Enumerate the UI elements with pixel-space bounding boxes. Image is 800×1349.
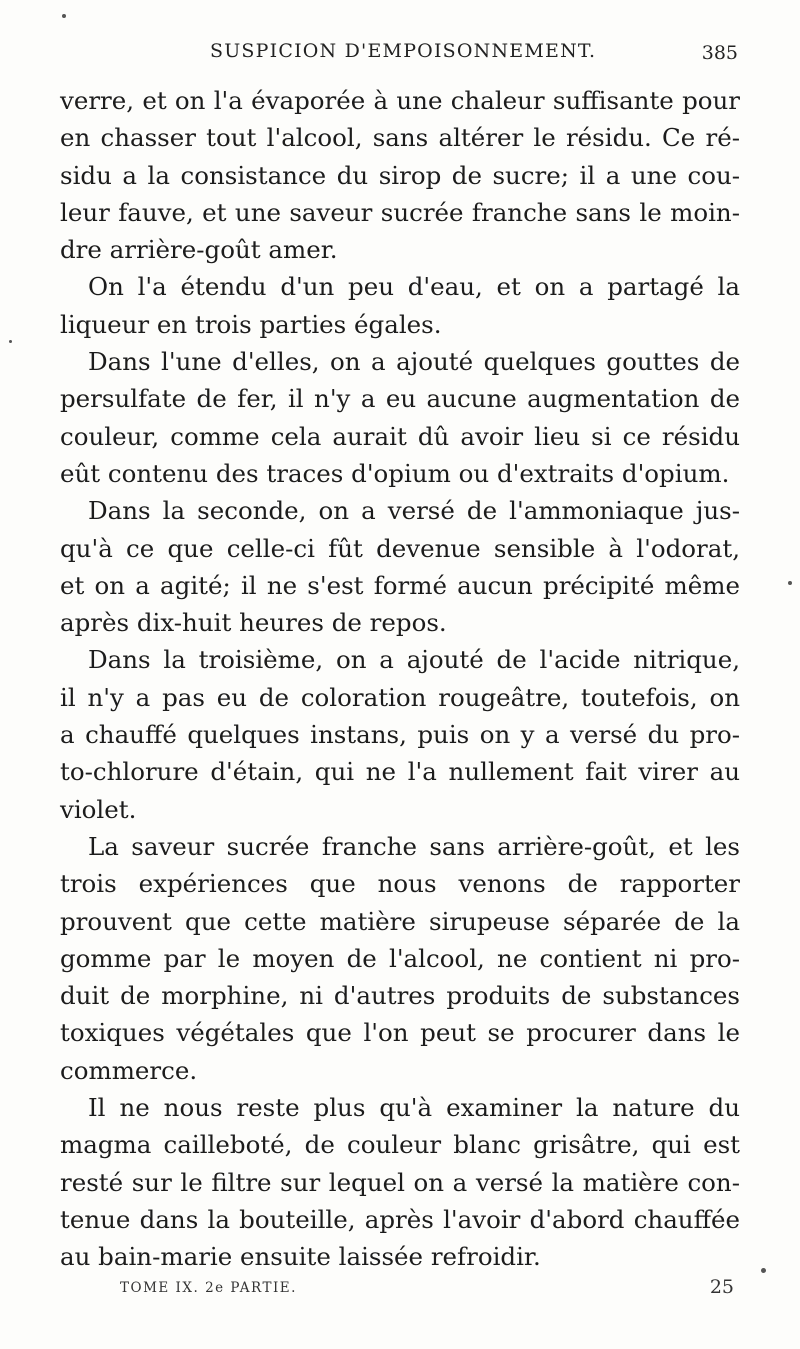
- text-line: prouvent que cette matière sirupeuse séparée de la: [60, 906, 740, 936]
- printer-signature: TOME IX. 2e PARTIE.: [120, 1280, 297, 1296]
- text-line: resté sur le filtre sur lequel on a versé la matière con-: [60, 1167, 740, 1197]
- paragraph: [60, 492, 740, 641]
- running-title: SUSPICION D'EMPOISONNEMENT.: [210, 40, 597, 62]
- text-line: Dans la seconde, on a versé de l'ammoniaque jus-: [88, 496, 740, 526]
- text-line: La saveur sucrée franche sans arrière-goût, et les: [88, 831, 740, 861]
- signature-number: 25: [709, 1276, 734, 1298]
- body-text: [60, 82, 740, 1276]
- text-line: Il ne nous reste plus qu'à examiner la nature du: [88, 1093, 740, 1123]
- paragraph: [60, 82, 740, 268]
- text-line: il n'y a pas eu de coloration rougeâtre, toutefois, on: [60, 682, 740, 712]
- text-line: to-chlorure d'étain, qui ne l'a nullement fait virer au: [60, 757, 740, 787]
- text-line: et on a agité; il ne s'est formé aucun précipité même: [60, 570, 740, 600]
- page-number: 385: [701, 42, 738, 64]
- text-line: en chasser tout l'alcool, sans altérer le résidu. Ce ré-: [60, 123, 740, 153]
- text-line: gomme par le moyen de l'alcool, ne contient ni pro-: [60, 943, 740, 973]
- text-line: trois expériences que nous venons de rapporter: [60, 869, 740, 899]
- text-line: a chauffé quelques instans, puis on y a versé du pro-: [60, 720, 740, 750]
- text-line: couleur, comme cela aurait dû avoir lieu si ce résidu: [60, 421, 740, 451]
- ink-speck: [761, 1268, 766, 1273]
- text-line: eût contenu des traces d'opium ou d'extraits d'opium.: [60, 458, 730, 488]
- ink-speck: [788, 581, 792, 585]
- text-line: liqueur en trois parties égales.: [60, 309, 442, 339]
- text-line: verre, et on l'a évaporée à une chaleur suffisante pour: [60, 86, 740, 115]
- paragraph: [60, 343, 740, 492]
- text-line: toxiques végétales que l'on peut se procurer dans le: [60, 1018, 740, 1048]
- text-line: après dix-huit heures de repos.: [60, 608, 447, 638]
- text-line: au bain-marie ensuite laissée refroidir.: [60, 1242, 541, 1272]
- text-line: duit de morphine, ni d'autres produits de substances: [60, 981, 740, 1011]
- text-line: dre arrière-goût amer.: [60, 235, 338, 265]
- ink-speck: [9, 340, 12, 343]
- text-line: Dans l'une d'elles, on a ajouté quelques gouttes de: [88, 347, 740, 377]
- page-footer: [60, 1276, 740, 1306]
- running-head: [60, 40, 740, 74]
- ink-speck: [62, 14, 66, 18]
- text-line: violet.: [60, 794, 137, 824]
- text-line: tenue dans la bouteille, après l'avoir d'abord chauffée: [60, 1204, 740, 1234]
- text-line: leur fauve, et une saveur sucrée franche sans le moin-: [60, 197, 740, 227]
- text-line: On l'a étendu d'un peu d'eau, et on a partagé la: [88, 272, 740, 302]
- text-line: magma cailleboté, de couleur blanc grisâtre, qui est: [60, 1130, 740, 1160]
- text-line: commerce.: [60, 1055, 198, 1085]
- paragraph: [60, 828, 740, 1089]
- text-line: persulfate de fer, il n'y a eu aucune augmentation de: [60, 384, 740, 414]
- text-line: qu'à ce que celle-ci fût devenue sensible à l'odorat,: [60, 533, 740, 563]
- paragraph: [60, 1089, 740, 1275]
- text-line: Dans la troisième, on a ajouté de l'acide nitrique,: [88, 645, 740, 675]
- paragraph: [60, 268, 740, 343]
- text-line: sidu a la consistance du sirop de sucre; il a une cou-: [60, 160, 740, 190]
- paragraph: [60, 641, 740, 827]
